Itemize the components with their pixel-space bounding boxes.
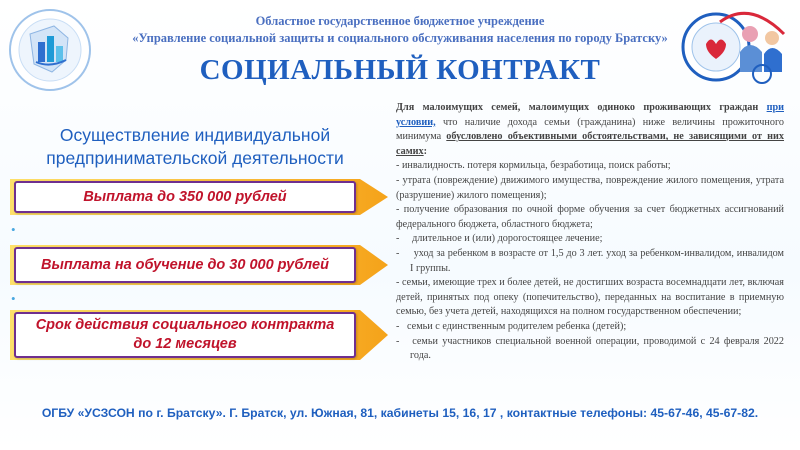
- contact-footer: ОГБУ «УСЗСОН по г. Братску». Г. Братск, ул. Южная, 81, кабинеты 15, 16, 17 , контактные телефоны: 45-67-46, 45-67-82.: [41, 406, 759, 420]
- intro-body: что наличие дохода семьи (гражданина) ниже величины прожиточного минимума: [396, 116, 784, 143]
- benefit-item-2-text: Выплата на обучение до 30 000 рублей: [41, 256, 329, 273]
- benefit-item-2: [14, 247, 356, 283]
- benefit-item-3-line-1: Срок действия социального контракта: [35, 317, 335, 333]
- eligibility-intro: [396, 101, 784, 159]
- eligibility-item: - уход за ребенком в возрасте от 1,5 до 3 лет. уход за ребенком-инвалидом, инвалидом I группы.: [396, 247, 784, 274]
- benefit-item-1-text: Выплата до 350 000 рублей: [83, 188, 287, 205]
- social-contract-logo: [8, 4, 92, 96]
- benefit-item-3: [14, 312, 356, 358]
- header-organization-type: Областное государственное бюджетное учреждение: [255, 14, 545, 28]
- eligibility-item: - утрата (повреждение) движимого имущества, повреждение жилого помещения, утрата (разрушение) жилого помещения);: [396, 174, 784, 201]
- intro-condition-link: при условии,: [396, 102, 784, 128]
- subtitle-line-2: предпринимательской деятельности: [46, 148, 344, 168]
- intro-lead: Для малоимущих семей, малоимущих одиноко проживающих граждан: [396, 102, 759, 113]
- header-organization-name: «Управление социальной защиты и социального обслуживания населения по городу Братску»: [132, 31, 668, 45]
- eligibility-item: - длительное и (или) дорогостоящее лечение;: [396, 233, 603, 245]
- benefit-item-1: [14, 181, 356, 213]
- eligibility-item: - семьи участников специальной военной операции, проводимой с 24 февраля 2022 года.: [396, 335, 784, 362]
- subtitle-line-1: Осуществление индивидуальной: [59, 125, 331, 145]
- intro-colon: :: [423, 145, 428, 157]
- eligibility-item: - получение образования по очной форме обучения за счет бюджетных ассигнований федерального бюджета, областного бюджета;: [396, 204, 784, 230]
- benefit-item-3-line-2: до 12 месяцев: [133, 336, 237, 352]
- bullet-2: •: [11, 291, 16, 306]
- eligibility-item: - семьи, имеющие трех и более детей, не достигших возраста восемнадцати лет, включая детей, принятых под опеку (попечительство), переданных на воспитание в приемную семью, без учета детей, находящихся на полном государственном обеспечении;: [396, 277, 784, 318]
- eligibility-text: [396, 101, 784, 364]
- eligibility-item: - инвалидность. потеря кормильца, безработица, поиск работы;: [396, 160, 671, 172]
- page-title: СОЦИАЛЬНЫЙ КОНТРАКТ: [199, 54, 601, 86]
- business-activity-heading: [10, 124, 380, 170]
- eligibility-item: - семьи с единственным родителем ребенка (детей);: [396, 320, 627, 332]
- intro-emphasis: обусловлено объективными обстоятельствами, не зависящими от них самих: [396, 131, 785, 157]
- bullet-1: •: [11, 222, 16, 237]
